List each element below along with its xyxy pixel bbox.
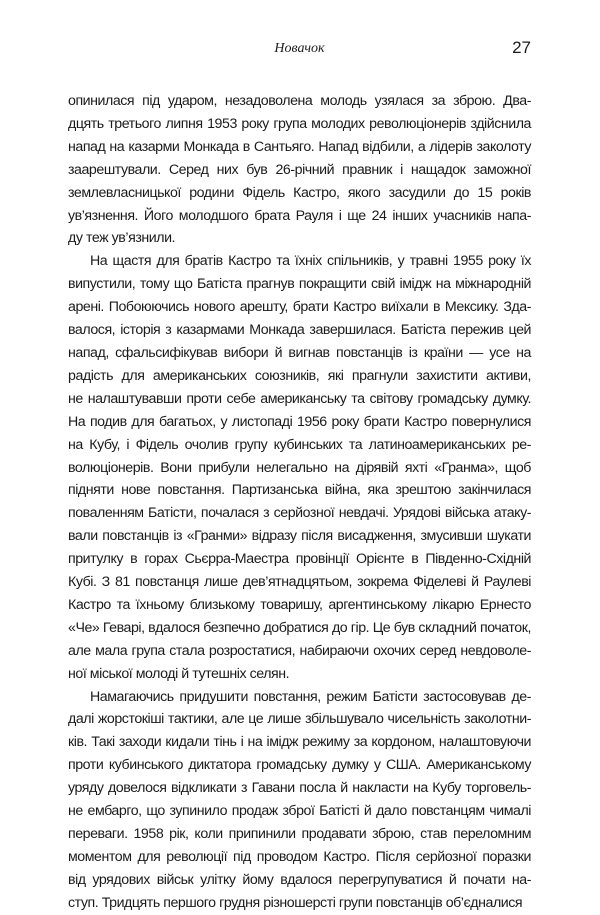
text-line: валося, історія з казармами Монкада завершилася. Батіста пережив цей bbox=[68, 322, 531, 339]
text-line: випустили, тому що Батіста прагнув покращити свій імідж на міжнародній bbox=[68, 276, 531, 293]
text-line: моментом для революції під проводом Кастро. Після серйозної поразки bbox=[68, 848, 531, 865]
paragraph bbox=[68, 250, 531, 685]
text-line: Намагаючись придушити повстання, режим Батісти застосовував де- bbox=[90, 688, 531, 705]
text-line: проти кубинського диктатора громадську думку у США. Американському bbox=[68, 757, 531, 774]
text-line: заарештували. Серед них був 26-річний правник і нащадок заможної bbox=[68, 161, 531, 178]
text-line: напад на казарми Монкада в Сантьяго. Напад відбили, а лідерів заколоту bbox=[68, 138, 531, 155]
text-line: радість для американських союзників, які прагнули захистити активи, bbox=[68, 367, 531, 384]
paragraph bbox=[68, 686, 531, 915]
text-line: ду теж ув’язнили. bbox=[68, 230, 176, 247]
text-line: ної міської молоді й тутешніх селян. bbox=[68, 665, 290, 682]
text-line: опинилася під ударом, незадоволена молодь узялася за зброю. Два- bbox=[68, 93, 531, 109]
text-line: напад, сфальсифікував вибори й вигнав повстанців із країни — усе на bbox=[68, 344, 531, 361]
body-text bbox=[68, 90, 531, 915]
text-line: арені. Побоюючись нового арешту, брати Кастро виїхали в Мексику. Зда- bbox=[68, 299, 531, 316]
text-line: Кубі. З 81 повстанця лише дев’ятнадцятьом, зокрема Фіделеві й Раулеві bbox=[68, 574, 531, 591]
text-line: На щастя для братів Кастро та їхніх спільників, у травні 1955 року їх bbox=[90, 253, 531, 270]
page-header bbox=[68, 38, 531, 60]
text-line: на Кубу, і Фідель очолив групу кубинських та латиноамериканських ре- bbox=[68, 436, 531, 453]
running-title: Новачок bbox=[274, 41, 325, 56]
text-line: не налаштувавши проти себе американську та світову громадську думку. bbox=[68, 390, 531, 407]
page-number: 27 bbox=[512, 38, 531, 57]
text-line: дцять третього липня 1953 року група молодих революціонерів здійснила bbox=[68, 115, 531, 132]
text-line: уряду довелося відкликати з Гавани посла й накласти на Кубу торговель- bbox=[68, 780, 531, 797]
text-line: але мала група стала розростатися, набираючи охочих серед невдоволе- bbox=[68, 642, 531, 659]
text-line: поваленням Батісти, почалася з серйозної невдачі. Урядові війська атаку- bbox=[68, 505, 531, 522]
text-line: далі жорстокіші тактики, але це лише збільшувало чисельність заколотни- bbox=[68, 711, 531, 728]
text-line: вали повстанців із «Гранми» відразу після висадження, змусивши шукати bbox=[68, 528, 531, 545]
text-line: волюціонерів. Вони прибули нелегально на дірявій яхті «Гранма», щоб bbox=[68, 459, 531, 476]
text-line: не ембарго, що зупинило продаж зброї Батісті й дало повстанцям чималі bbox=[68, 803, 531, 820]
text-line: землевласницької родини Фідель Кастро, якого засудили до 15 років bbox=[68, 184, 531, 201]
text-line: ув’язнення. Його молодшого брата Рауля і ще 24 інших учасників напа- bbox=[68, 207, 531, 224]
paragraph bbox=[68, 90, 531, 250]
text-line: притулку в горах Сьєрра-Маестра провінції Орієнте в Південно-Східній bbox=[68, 551, 531, 568]
text-line: На подив для багатьох, у листопаді 1956 року брати Кастро повернулися bbox=[68, 413, 531, 430]
text-line: ступ. Тридцять першого грудня різношерсті групи повстанців об’єдналися bbox=[68, 894, 523, 911]
text-line: переваги. 1958 рік, коли припинили продавати зброю, став переломним bbox=[68, 826, 531, 842]
text-line: Кастро та їхньому близькому товаришу, аргентинському лікарю Ернесто bbox=[68, 596, 531, 613]
text-line: від урядових військ улітку йому вдалося перегрупуватися й почати на- bbox=[68, 871, 531, 888]
text-line: підняти нове повстання. Партизанська війна, яка зрештою закінчилася bbox=[68, 482, 531, 499]
text-line: ків. Такі заходи кидали тінь і на імідж режиму за кордоном, налаштовуючи bbox=[68, 734, 531, 751]
text-line: «Че» Геварі, вдалося безпечно добратися до гір. Це був складний початок, bbox=[68, 619, 531, 636]
